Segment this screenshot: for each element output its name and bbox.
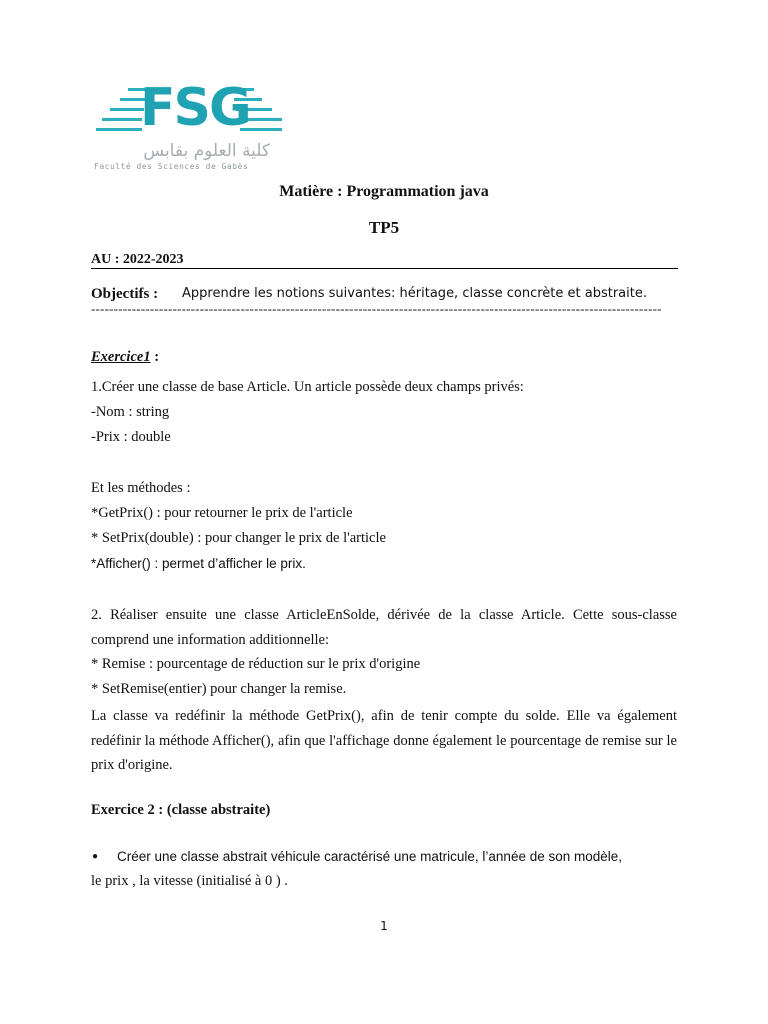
header-divider xyxy=(91,268,678,269)
bullet-icon: ● xyxy=(92,851,99,862)
field-prix: -Prix : double xyxy=(91,429,171,445)
field-nom: -Nom : string xyxy=(91,404,170,420)
method-getprix: *GetPrix() : pour retourner le prix de l'article xyxy=(91,505,353,521)
logo-arabic-name: كلية العلوم بقابس xyxy=(143,141,270,161)
remise-field: * Remise : pourcentage de réduction sur le prix d'origine xyxy=(91,656,421,672)
objectives-text: Apprendre les notions suivantes: héritage, classe concrète et abstraite. xyxy=(182,286,647,301)
objectives-label: Objectifs : xyxy=(91,286,159,302)
logo-abbreviation: FSG xyxy=(140,78,250,138)
method-setprix: * SetPrix(double) : pour changer le prix de l'article xyxy=(91,530,386,546)
exercise2-title: Exercice 2 : (classe abstraite) xyxy=(91,802,271,818)
tp-title: TP5 xyxy=(368,218,400,237)
page-number: 1 xyxy=(380,919,388,933)
academic-year: AU : 2022-2023 xyxy=(91,252,184,267)
exercise1-question2: 2. Réaliser ensuite une classe ArticleEnSolde, dérivée de la classe Article. Cette sous-classe comprend une information additionnelle: xyxy=(91,607,677,648)
exercise1-question1: 1.Créer une classe de base Article. Un article possède deux champs privés: xyxy=(91,379,524,395)
logo-latin-name: Faculté des Sciences de Gabès xyxy=(94,162,249,171)
exercise2-bullet-line1: Créer une classe abstrait véhicule caractérisé une matricule, l’année de son modèle, xyxy=(117,849,623,864)
method-afficher: *Afficher() : permet d’afficher le prix. xyxy=(91,556,306,571)
redefine-paragraph: La classe va redéfinir la méthode GetPrix(), afin de tenir compte du solde. Elle va également redéfinir la méthode Afficher(), afin que l'affichage donne également le pourcentage de remise sur le prix d'origine. xyxy=(91,708,677,773)
dashed-divider: ------------------------------------------------------------------------------------------------------------------------------ xyxy=(91,301,662,316)
exercise1-heading xyxy=(91,345,677,370)
exercise2-bullet-line2: le prix , la vitesse (initialisé à 0 ) . xyxy=(91,873,288,889)
faculty-logo xyxy=(92,78,282,174)
methods-intro: Et les méthodes : xyxy=(91,480,191,496)
exercise1-title-suffix: : xyxy=(150,349,160,365)
exercise1-title: Exercice1 xyxy=(91,349,151,365)
subject-title: Matière : Programmation java xyxy=(279,183,489,200)
setremise-method: * SetRemise(entier) pour changer la remise. xyxy=(91,681,347,697)
